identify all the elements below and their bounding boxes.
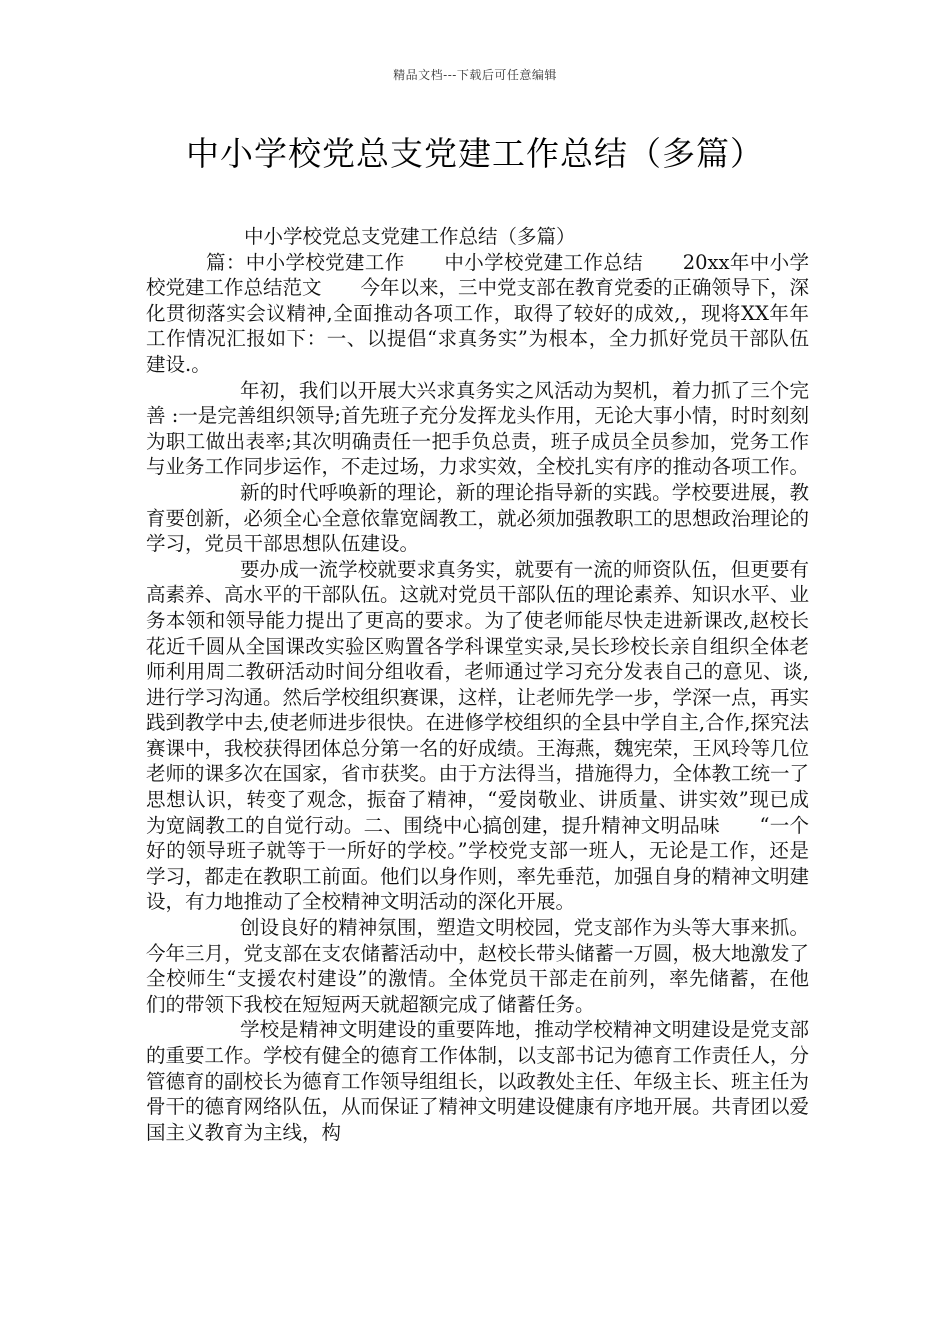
paragraph-5: 创设良好的精神氛围，塑造文明校园，党支部作为头等大事来抓。今年三月，党支部在支农储蓄活动中，赵校长带头储蓄一万圆，极大地激发了全校师生“支援农村建设”的激情。全体党员干部走在前列，率先储蓄，在他们的带领下我校在短短两天就超额完成了储蓄任务。 (146, 916, 810, 1016)
document-body (146, 224, 809, 1145)
paragraph-2: 年初，我们以开展大兴求真务实之风活动为契机，着力抓了三个完善 :一是完善组织领导;首先班子充分发挥龙头作用，无论大事小情，时时刻刻为职工做出表率;其次明确责任一把手负总责，班子成员全员参加，党务工作与业务工作同步运作，不走过场，力求实效，全校扎实有序的推动各项工作。 (146, 378, 810, 479)
document-title: 中小学校党总支党建工作总结（多篇） (186, 134, 764, 173)
paragraph-1: 篇：中小学校党建工作 中小学校党建工作总结 20xx年中小学校党建工作总结范文 今年以来，三中党支部在教育党委的正确领导下，深化贯彻落实会议精神,全面推动各项工作，取得了较好的成效,，现将XX年年工作情况汇报如下：一、以提倡“求真务实”为根本，全力抓好党员干部队伍建设.。 (146, 250, 810, 376)
document-subtitle: 中小学校党总支党建工作总结（多篇） (244, 225, 576, 248)
paragraph-3: 新的时代呼唤新的理论，新的理论指导新的实践。学校要进展，教育要创新，必须全心全意依靠宽阔教工，就必须加强教职工的思想政治理论的学习，党员干部思想队伍建设。 (146, 480, 810, 556)
header-note: 精品文档---下载后可任意编辑 (393, 68, 557, 82)
paragraph-6: 学校是精神文明建设的重要阵地，推动学校精神文明建设是党支部的重要工作。学校有健全的德育工作体制，以支部书记为德育工作责任人，分管德育的副校长为德育工作领导组组长，以政教处主任、年级主长、班主任为骨干的德育网络队伍，从而保证了精神文明建设健康有序地开展。共青团以爱国主义教育为主线，构 (146, 1018, 810, 1144)
paragraph-4: 要办成一流学校就要求真务实，就要有一流的师资队伍，但更要有高素养、高水平的干部队伍。这就对党员干部队伍的理论素养、知识水平、业务本领和领导能力提出了更高的要求。为了使老师能尽快走进新课改,赵校长花近千圆从全国课改实验区购置各学科课堂实录,吴长珍校长亲自组织全体老师利用周二教研活动时间分组收看，老师通过学习充分发表自己的意见、谈,进行学习沟通。然后学校组织赛课，这样，让老师先学一步，学深一点，再实践到教学中去,使老师进步很快。在进修学校组织的全县中学自主,合作,探究法赛课中，我校获得团体总分第一名的好成绩。王海燕，魏宪荣，王风玲等几位老师的课多次在国家，省市获奖。由于方法得当，措施得力，全体教工统一了思想认识，转变了观念，振奋了精神，“爱岗敬业、讲质量、讲实效”现已成为宽阔教工的自觉行动。二、围绕中心搞创建，提升精神文明品味 “一个好的领导班子就等于一所好的学校。”学校党支部一班人，无论是工作，还是学习，都走在教职工前面。他们以身作则，率先垂范，加强自身的精神文明建设，有力地推动了全校精神文明活动的深化开展。 (146, 557, 810, 914)
